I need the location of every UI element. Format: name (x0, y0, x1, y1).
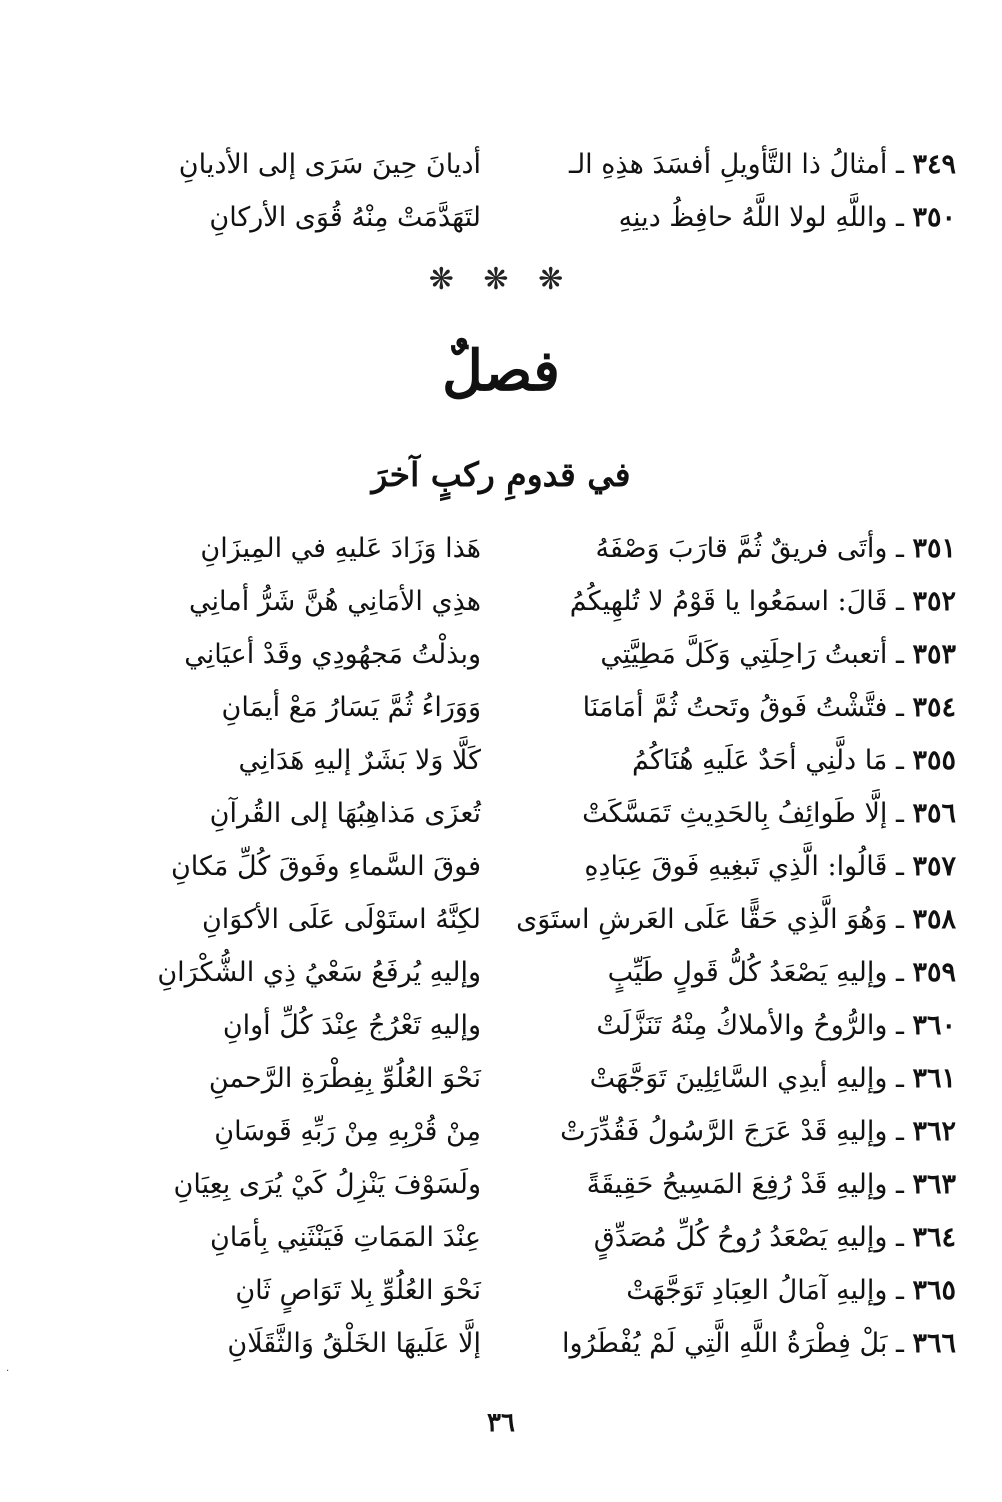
verse-first-hemistich-text: وإليهِ قَدْ رُفِعَ المَسِيحُ حَقِيقَةً (586, 1169, 888, 1200)
verse-first-hemistich: ٣٥٨ ـ وَهُوَ الَّذِي حَقًّا عَلَى العَرشِ استَوَى (516, 904, 956, 935)
verse-number: ٣٥٠ (912, 202, 956, 233)
verse-line (40, 1264, 960, 1317)
verse-line (40, 787, 960, 840)
verse-number: ٣٥١ (912, 533, 956, 564)
verse-second-hemistich: وإليهِ تَعْرُجُ عِنْدَ كُلِّ أوانِ (222, 1010, 481, 1041)
verse-first-hemistich: ٣٦٠ ـ والرُّوحُ والأملاكُ مِنْهُ تَنَزَّلَتْ (596, 1010, 956, 1041)
verse-second-hemistich: عِنْدَ المَمَاتِ فَيَنْثَنِي بِأمَانِ (209, 1222, 481, 1253)
verse-second-hemistich: لتَهَدَّمَتْ مِنْهُ قُوَى الأركانِ (209, 202, 481, 233)
verse-number: ٣٦٤ (912, 1222, 956, 1253)
verse-line (40, 575, 960, 628)
verse-line (40, 1211, 960, 1264)
verse-second-hemistich: فوقَ السَّماءِ وفَوقَ كُلِّ مَكانِ (170, 851, 481, 882)
verse-first-hemistich: ٣٥٠ ـ واللَّهِ لولا اللَّهُ حافِظُ دينِهِ (618, 202, 956, 233)
verse-second-hemistich: هَذا وَزَادَ عَليهِ في المِيزَانِ (200, 533, 481, 564)
verse-number: ٣٥٨ (912, 904, 956, 935)
verse-first-hemistich: ٣٥٣ ـ أتعبتُ رَاحِلَتِي وَكَلَّ مَطِيَّتِي (600, 639, 956, 670)
verse-line (40, 681, 960, 734)
verse-second-hemistich: أديانَ حِينَ سَرَى إلى الأديانِ (178, 149, 481, 180)
verse-first-hemistich: ٣٥٤ ـ فتَّشْتُ فَوقُ وتَحتُ ثُمَّ أمَامَنَا (582, 692, 956, 723)
verse-second-hemistich: ولَسَوْفَ يَنْزِلُ كَيْ يُرَى بِعِيَانِ (173, 1169, 481, 1200)
verse-line (40, 1317, 960, 1370)
verse-line (40, 946, 960, 999)
verse-second-hemistich: كَلَّا وَلا بَشَرٌ إليهِ هَدَانِي (238, 745, 481, 776)
verse-number: ٣٥٩ (912, 957, 956, 988)
verse-number: ٣٦٥ (912, 1275, 956, 1306)
verse-first-hemistich-text: أمثالُ ذا التَّأويلِ أفسَدَ هذِهِ الـ (569, 149, 888, 180)
verse-first-hemistich-text: وَهُوَ الَّذِي حَقًّا عَلَى العَرشِ استَوَى (516, 904, 888, 935)
verse-second-hemistich: لكِنَّهُ استَوْلَى عَلَى الأكوَانِ (201, 904, 481, 935)
verse-line (40, 138, 960, 191)
verse-line (40, 999, 960, 1052)
verse-line (40, 893, 960, 946)
chapter-title: فصلٌ (442, 338, 560, 404)
verse-line (40, 522, 960, 575)
verse-number: ٣٦٣ (912, 1169, 956, 1200)
verse-first-hemistich: ٣٦٣ ـ وإليهِ قَدْ رُفِعَ المَسِيحُ حَقِيقَةً (586, 1169, 956, 1200)
verse-first-hemistich-text: وإليهِ قَدْ عَرَجَ الرَّسُولُ فَقُدِّرَتْ (560, 1116, 888, 1147)
verse-first-hemistich: ٣٦٤ ـ وإليهِ يَصْعَدُ رُوحُ كُلِّ مُصَدِّقٍ (593, 1222, 956, 1253)
verse-first-hemistich-text: وإليهِ يَصْعَدُ كُلُّ قَولٍ طَيِّبٍ (607, 957, 888, 988)
verse-number: ٣٥٢ (912, 586, 956, 617)
verse-second-hemistich: هذِي الأمَانِي هُنَّ شَرُّ أمانِي (188, 586, 481, 617)
verse-first-hemistich-text: إلَّا طَوائِفُ بِالحَدِيثِ تَمَسَّكَتْ (582, 798, 888, 829)
verse-second-hemistich: نَحْوَ العُلُوِّ بِفِطْرَةِ الرَّحمنِ (208, 1063, 481, 1094)
verse-first-hemistich: ٣٦٢ ـ وإليهِ قَدْ عَرَجَ الرَّسُولُ فَقُدِّرَتْ (560, 1116, 956, 1147)
verse-first-hemistich-text: والرُّوحُ والأملاكُ مِنْهُ تَنَزَّلَتْ (596, 1010, 888, 1041)
verse-first-hemistich-text: وإليهِ أيدِي السَّائِلِينَ تَوَجَّهَتْ (589, 1063, 888, 1094)
verse-second-hemistich: وإليهِ يُرفَعُ سَعْيُ ذِي الشُّكْرَانِ (157, 957, 481, 988)
verse-line (40, 1158, 960, 1211)
verse-first-hemistich-text: وأتَى فريقٌ ثُمَّ قارَبَ وَصْفَهُ (595, 533, 888, 564)
verse-first-hemistich-text: وإليهِ يَصْعَدُ رُوحُ كُلِّ مُصَدِّقٍ (593, 1222, 888, 1253)
verse-first-hemistich: ٣٥٥ ـ مَا دلَّنِي أحَدٌ عَلَيهِ هُنَاكُمُ (632, 745, 956, 776)
verse-first-hemistich-text: أتعبتُ رَاحِلَتِي وَكَلَّ مَطِيَّتِي (600, 639, 888, 670)
verse-list (40, 522, 960, 1370)
verse-first-hemistich: ٣٦٦ ـ بَلْ فِطْرَةُ اللَّهِ الَّتِي لَمْ يُفْطَرُوا (561, 1328, 956, 1359)
chapter-subtitle: في قدومِ ركبٍ آخرَ (371, 455, 631, 494)
verse-line (40, 191, 960, 244)
verse-first-hemistich: ٣٥٢ ـ قَالَ: اسمَعُوا يا قَوْمُ لا تُلهِيكُمُ (569, 586, 956, 617)
verse-second-hemistich: وبذلْتُ مَجهُودِي وقَدْ أعيَانِي (184, 639, 481, 670)
verse-first-hemistich: ٣٦٥ ـ وإليهِ آمَالُ العِبَادِ تَوَجَّهَتْ (626, 1275, 956, 1306)
verse-first-hemistich: ٣٥٩ ـ وإليهِ يَصْعَدُ كُلُّ قَولٍ طَيِّبٍ (607, 957, 956, 988)
page-number: ٣٦ (487, 1408, 515, 1438)
verse-number: ٣٥٥ (912, 745, 956, 776)
verse-second-hemistich: إلَّا عَلَيهَا الخَلْقُ وَالثَّقَلَانِ (227, 1328, 481, 1359)
verse-number: ٣٥٤ (912, 692, 956, 723)
verse-first-hemistich-text: فتَّشْتُ فَوقُ وتَحتُ ثُمَّ أمَامَنَا (582, 692, 888, 723)
section-separator: ❋ ❋ ❋ (428, 262, 574, 297)
verse-second-hemistich: وَوَرَاءُ ثُمَّ يَسَارُ مَعْ أيمَانِ (221, 692, 481, 723)
verse-first-hemistich-text: مَا دلَّنِي أحَدٌ عَلَيهِ هُنَاكُمُ (632, 745, 888, 776)
verse-line (40, 1105, 960, 1158)
verse-first-hemistich-text: بَلْ فِطْرَةُ اللَّهِ الَّتِي لَمْ يُفْطَرُوا (561, 1328, 888, 1359)
top-verses (40, 138, 960, 244)
verse-first-hemistich: ٣٥٧ ـ قَالُوا: الَّذِي تَبغِيهِ فَوقَ عِبَادِهِ (584, 851, 956, 882)
verse-number: ٣٤٩ (912, 149, 956, 180)
verse-line (40, 628, 960, 681)
verse-second-hemistich: نَحْوَ العُلُوِّ بِلا تَوَاصٍ ثَانِ (235, 1275, 481, 1306)
verse-number: ٣٥٣ (912, 639, 956, 670)
verse-first-hemistich-text: واللَّهِ لولا اللَّهُ حافِظُ دينِهِ (618, 202, 888, 233)
verse-number: ٣٦٦ (912, 1328, 956, 1359)
verse-number: ٣٥٦ (912, 798, 956, 829)
verse-line (40, 734, 960, 787)
margin-mark: · (6, 1366, 10, 1377)
verse-line (40, 840, 960, 893)
verse-number: ٣٦٠ (912, 1010, 956, 1041)
verse-number: ٣٦٢ (912, 1116, 956, 1147)
verse-first-hemistich: ٣٥١ ـ وأتَى فريقٌ ثُمَّ قارَبَ وَصْفَهُ (595, 533, 956, 564)
verse-first-hemistich: ٣٦١ ـ وإليهِ أيدِي السَّائِلِينَ تَوَجَّهَتْ (589, 1063, 956, 1094)
verse-first-hemistich-text: قَالُوا: الَّذِي تَبغِيهِ فَوقَ عِبَادِهِ (584, 851, 888, 882)
verse-number: ٣٥٧ (912, 851, 956, 882)
verse-first-hemistich-text: قَالَ: اسمَعُوا يا قَوْمُ لا تُلهِيكُمُ (569, 586, 888, 617)
verse-first-hemistich-text: وإليهِ آمَالُ العِبَادِ تَوَجَّهَتْ (626, 1275, 888, 1306)
verse-second-hemistich: تُعزَى مَذاهِبُهَا إلى القُرآنِ (209, 798, 481, 829)
verse-first-hemistich: ٣٥٦ ـ إلَّا طَوائِفُ بِالحَدِيثِ تَمَسَّكَتْ (582, 798, 956, 829)
verse-number: ٣٦١ (912, 1063, 956, 1094)
verse-line (40, 1052, 960, 1105)
verse-first-hemistich: ٣٤٩ ـ أمثالُ ذا التَّأويلِ أفسَدَ هذِهِ الـ (569, 149, 956, 180)
verse-second-hemistich: مِنْ قُرْبِهِ مِنْ رَبِّهِ قَوسَانِ (214, 1116, 481, 1147)
